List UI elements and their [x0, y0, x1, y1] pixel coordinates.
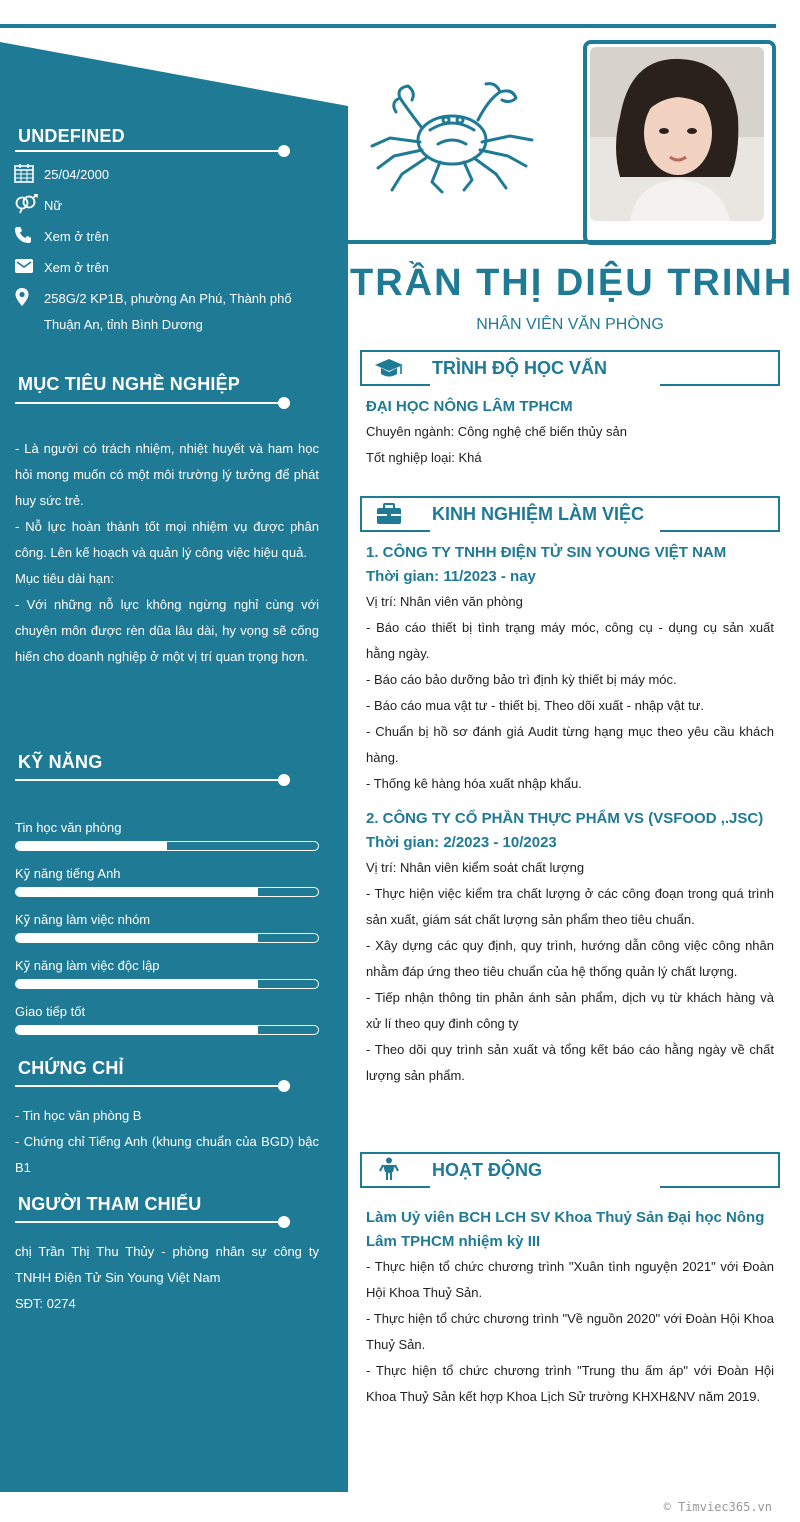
phone-text: Xem ở trên: [44, 229, 109, 244]
skill-bar-fill: [16, 1026, 258, 1034]
sidebar: [0, 0, 348, 1495]
job-line: - Xây dựng các quy định, quy trình, hướng dẫn công việc công nhân nhằm đáp ứng theo tiêu chuẩn của hệ thống quản lý chất lượng.: [366, 938, 774, 979]
skill-bar-fill: [16, 934, 258, 942]
job-details: [366, 589, 774, 797]
job-line: - Thống kê hàng hóa xuất nhập khẩu.: [366, 776, 582, 791]
section-divider: [15, 150, 285, 152]
skill-bar: [15, 933, 319, 943]
skill-label: Giao tiếp tốt: [15, 1004, 86, 1019]
references-heading: NGƯỜI THAM CHIẾU: [18, 1194, 202, 1214]
calendar-icon: [14, 162, 44, 184]
contact-email: [14, 255, 314, 281]
header-divider: [348, 240, 776, 244]
section-divider-dot: [278, 1080, 290, 1092]
job-period: Thời gian: 11/2023 - nay: [366, 568, 536, 585]
experience-heading: KINH NGHIỆM LÀM VIỆC: [432, 504, 645, 524]
header-underline: [360, 384, 430, 386]
job-line: - Báo cáo bảo dưỡng bảo trì định kỳ thiết bị máy móc.: [366, 672, 677, 687]
crab-logo-icon: [360, 70, 540, 200]
job-line: - Thực hiện việc kiểm tra chất lượng ở các công đoạn trong quá trình sản xuất, giám sát chất lượng sản phẩm theo tiêu chuẩn.: [366, 886, 774, 927]
phone-icon: [14, 224, 44, 246]
job-period: Thời gian: 2/2023 - 10/2023: [366, 834, 557, 851]
address-text: 258G/2 KP1B, phường An Phú, Thành phố Thuận An, tỉnh Bình Dương: [44, 291, 292, 332]
objective-line: - Nỗ lực hoàn thành tốt mọi nhiệm vụ được phân công. Lên kế hoạch và quản lý công việc hiệu quả.: [15, 519, 319, 560]
objective-line: - Với những nỗ lực không ngừng nghỉ cùng với chuyên môn được rèn dũa lâu dài, hy vọng sẽ cống hiến cho doanh nghiệp ở một vị trí quan trọng hơn.: [15, 597, 319, 664]
header-underline: [660, 530, 780, 532]
skill-label: Tin học văn phòng: [15, 820, 122, 835]
contact-address: [14, 286, 314, 338]
email-icon: [14, 255, 44, 277]
contact-birthdate: [14, 162, 314, 188]
objective-line: Mục tiêu dài hạn:: [15, 571, 115, 586]
birthdate-text: 25/04/2000: [44, 167, 110, 182]
location-pin-icon: [14, 286, 44, 308]
contact-heading: UNDEFINED: [18, 126, 125, 146]
section-divider: [15, 402, 285, 404]
header-underline: [660, 384, 780, 386]
skill-bar: [15, 887, 319, 897]
activity-line: - Thực hiện tổ chức chương trình "Trung thu ấm áp" với Đoàn Hội Khoa Thuỷ Sản kết hợp Khoa Lịch Sử trường KHXH&NV năm 2019.: [366, 1363, 774, 1404]
activities-header-box: [360, 1152, 780, 1188]
skill-bar: [15, 1025, 319, 1035]
objective-line: - Là người có trách nhiệm, nhiệt huyết và ham học hỏi mong muốn có một môi trường lý tưởng để phát huy sức trẻ.: [15, 441, 319, 508]
job-line: Vị trí: Nhân viên kiểm soát chất lượng: [366, 860, 585, 875]
section-divider: [15, 1221, 285, 1223]
job-line: - Báo cáo mua vật tư - thiết bị. Theo dõi xuất - nhập vật tư.: [366, 698, 705, 713]
skill-bar-fill: [16, 842, 167, 850]
contact-gender: [14, 193, 314, 219]
activity-title: Làm Uỷ viên BCH LCH SV Khoa Thuỷ Sản Đại học Nông Lâm TPHCM nhiệm kỳ III: [366, 1209, 765, 1250]
contact-phone: [14, 224, 314, 250]
education-line: Tốt nghiệp loại: Khá: [366, 450, 482, 465]
section-divider-dot: [278, 397, 290, 409]
section-divider-dot: [278, 145, 290, 157]
activity-details: [366, 1254, 774, 1410]
graduation-cap-icon: [374, 356, 404, 380]
gender-text: Nữ: [44, 198, 63, 213]
education-school: ĐẠI HỌC NÔNG LÂM TPHCM: [366, 398, 573, 415]
header-underline: [360, 530, 430, 532]
references-text: [15, 1239, 319, 1317]
job-line: - Chuẩn bị hồ sơ đánh giá Audit từng hạng mục theo yêu cầu khách hàng.: [366, 724, 774, 765]
job-company: 2. CÔNG TY CỔ PHẦN THỰC PHẨM VS (VSFOOD ,.JSC): [366, 810, 764, 827]
section-divider-dot: [278, 774, 290, 786]
header-underline: [360, 1186, 430, 1188]
email-text: Xem ở trên: [44, 260, 109, 275]
reference-line: chị Trần Thị Thu Thủy - phòng nhân sự công ty TNHH Điện Tử Sin Young Việt Nam: [15, 1244, 319, 1285]
skills-heading: KỸ NĂNG: [18, 752, 103, 772]
skill-bar: [15, 841, 319, 851]
skill-label: Kỹ năng tiếng Anh: [15, 866, 121, 881]
job-line: - Báo cáo thiết bị tình trạng máy móc, công cụ - dụng cụ sản xuất hằng ngày.: [366, 620, 774, 661]
skill-bar-fill: [16, 980, 258, 988]
skill-bar-fill: [16, 888, 258, 896]
candidate-job-title: NHÂN VIÊN VĂN PHÒNG: [476, 316, 664, 333]
certificate-line: - Chứng chỉ Tiếng Anh (khung chuẩn của BGD) bậc B1: [15, 1134, 319, 1175]
skill-bar: [15, 979, 319, 989]
section-divider: [15, 779, 285, 781]
section-divider: [15, 1085, 285, 1087]
header-underline: [660, 1186, 780, 1188]
footer-watermark: © Timviec365.vn: [663, 1500, 772, 1514]
gender-icon: [14, 193, 44, 215]
skill-label: Kỹ năng làm việc nhóm: [15, 912, 151, 927]
candidate-name: TRẦN THỊ DIỆU TRINH: [350, 262, 794, 304]
certificate-line: - Tin học văn phòng B: [15, 1108, 142, 1123]
skill-label: Kỹ năng làm việc độc lập: [15, 958, 160, 973]
job-details: [366, 855, 774, 1089]
section-divider-dot: [278, 1216, 290, 1228]
activity-line: - Thực hiện tổ chức chương trình "Xuân tình nguyện 2021" với Đoàn Hội Khoa Thuỷ Sản.: [366, 1259, 774, 1300]
job-company: 1. CÔNG TY TNHH ĐIỆN TỬ SIN YOUNG VIỆT NAM: [366, 544, 727, 561]
activities-heading: HOẠT ĐỘNG: [432, 1160, 542, 1180]
certificates-heading: CHỨNG CHỈ: [18, 1058, 124, 1078]
avatar: [590, 47, 764, 221]
objective-text: [15, 436, 319, 670]
education-details: [366, 419, 774, 471]
education-line: Chuyên ngành: Công nghệ chế biến thủy sản: [366, 424, 627, 439]
job-line: - Theo dõi quy trình sản xuất và tổng kết báo cáo hằng ngày về chất lượng sản phẩm.: [366, 1042, 774, 1083]
briefcase-icon: [374, 502, 404, 526]
job-line: - Tiếp nhận thông tin phản ánh sản phẩm, dịch vụ từ khách hàng và xử lí theo quy đinh công ty: [366, 990, 774, 1031]
certificates-text: [15, 1103, 319, 1181]
person-icon: [374, 1157, 404, 1181]
reference-line: SĐT: 0274: [15, 1296, 76, 1311]
activity-line: - Thực hiện tổ chức chương trình "Về nguồn 2020" với Đoàn Hội Khoa Thuỷ Sản.: [366, 1311, 774, 1352]
job-line: Vị trí: Nhân viên văn phòng: [366, 594, 523, 609]
education-heading: TRÌNH ĐỘ HỌC VẤN: [432, 358, 607, 378]
objective-heading: MỤC TIÊU NGHỀ NGHIỆP: [18, 374, 241, 394]
